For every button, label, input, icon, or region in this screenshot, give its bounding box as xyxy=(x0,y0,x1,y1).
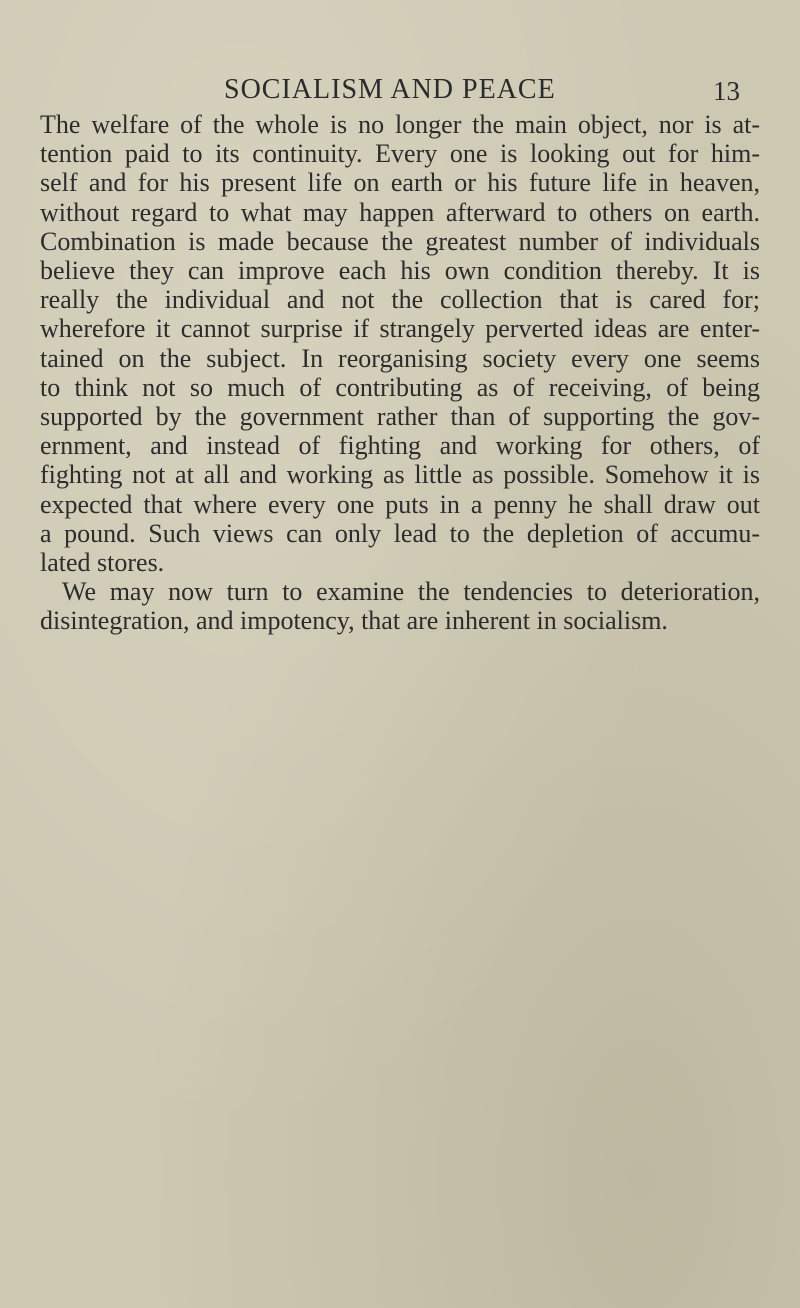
text-line: supported by the government rather than of supporting the gov- xyxy=(40,402,760,432)
text-line: without regard to what may happen afterward to others on earth. xyxy=(40,197,760,227)
paragraph-1 xyxy=(40,110,760,577)
text-line: fighting not at all and working as little as possible. Somehow it is xyxy=(40,460,760,490)
text-line: tention paid to its continuity. Every one is looking out for him- xyxy=(40,139,760,169)
text-line: ernment, and instead of fighting and working for others, of xyxy=(40,431,760,461)
text-line: believe they can improve each his own condition thereby. It is xyxy=(40,256,760,286)
text-line: really the individual and not the collection that is cared for; xyxy=(40,285,760,315)
body-text xyxy=(40,110,760,636)
text-line: self and for his present life on earth or his future life in heaven, xyxy=(40,168,760,198)
running-title: SOCIALISM AND PEACE xyxy=(224,74,556,105)
text-line: tained on the subject. In reorganising society every one seems xyxy=(40,343,760,373)
text-line: We may now turn to examine the tendencies to deterioration, xyxy=(62,577,760,607)
text-line: lated stores. xyxy=(40,548,165,578)
text-line: a pound. Such views can only lead to the depletion of accumu- xyxy=(40,518,760,548)
text-line: to think not so much of contributing as of receiving, of being xyxy=(40,372,760,402)
page-number: 13 xyxy=(713,76,740,106)
running-head xyxy=(0,74,800,110)
paragraph-2 xyxy=(40,577,760,635)
text-line: disintegration, and impotency, that are inherent in socialism. xyxy=(40,606,668,636)
text-line: The welfare of the whole is no longer the main object, nor is at- xyxy=(40,110,760,139)
text-line: wherefore it cannot surprise if strangely perverted ideas are enter- xyxy=(40,314,760,344)
text-line: expected that where every one puts in a penny he shall draw out xyxy=(40,489,760,519)
text-line: Combination is made because the greatest number of individuals xyxy=(40,226,760,256)
